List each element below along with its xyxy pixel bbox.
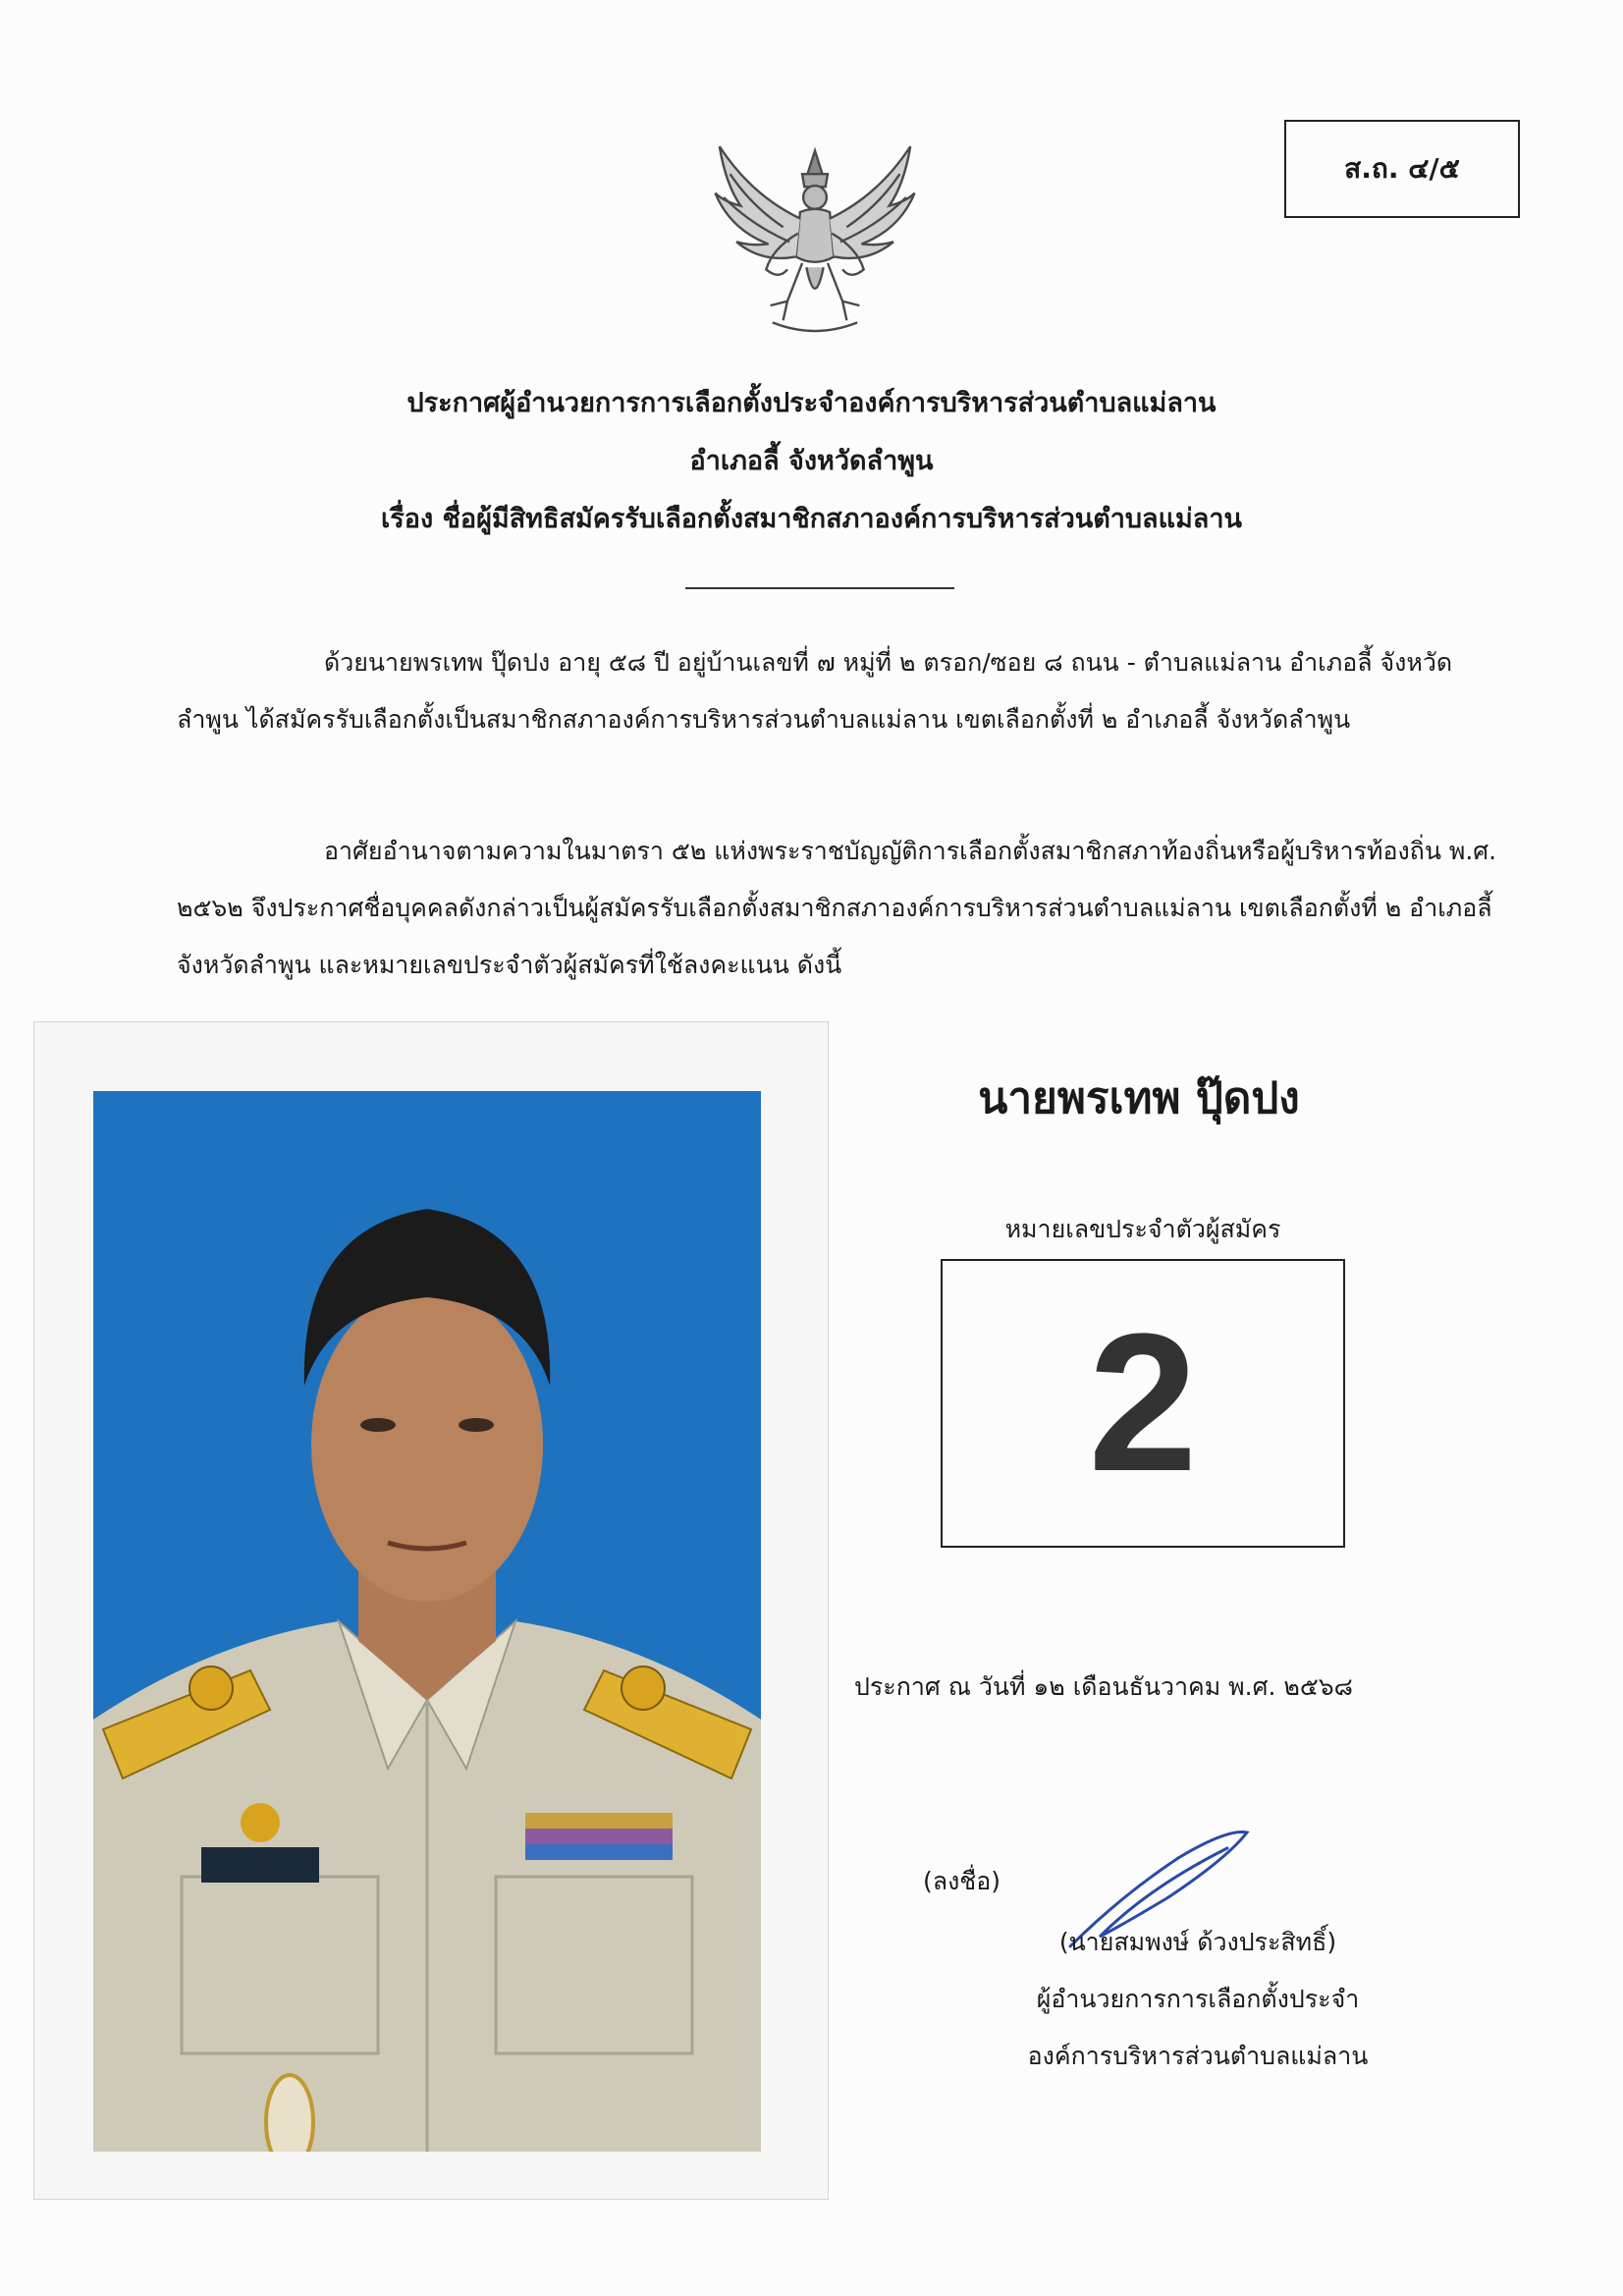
- candidate-number: 2: [1088, 1293, 1198, 1512]
- form-code-box: [1284, 120, 1520, 218]
- paragraph-2-text: อาศัยอำนาจตามความในมาตรา ๕๒ แห่งพระราชบัญญัติการเลือกตั้งสมาชิกสภาท้องถิ่นหรือผู้บริหารท้องถิ่น พ.ศ. ๒๕๖๒ จึงประกาศชื่อบุคคลดังกล่าวเป็นผู้สมัครรับเลือกตั้งสมาชิกสภาองค์การบริหารส่วนตำบลแม่ลาน เขตเลือกตั้งที่ ๒ อำเภอลี้ จังหวัดลำพูน และหมายเลขประจำตัวผู้สมัครที่ใช้ลงคะแนน ดังนี้: [177, 837, 1497, 979]
- candidate-number-box: [941, 1259, 1345, 1548]
- candidate-number-label: หมายเลขประจำตัวผู้สมัคร: [1004, 1215, 1281, 1243]
- heading-subject: เรื่อง ชื่อผู้มีสิทธิสมัครรับเลือกตั้งสมาชิกสภาองค์การบริหารส่วนตำบลแม่ลาน: [381, 504, 1242, 534]
- form-code: ส.ถ. ๔/๕: [1344, 152, 1460, 185]
- body-paragraph-2: [177, 823, 1502, 994]
- signer-name: (นายสมพงษ์ ด้วงประสิทธิ์): [1058, 1928, 1337, 1956]
- heading-line-1: ประกาศผู้อำนวยการการเลือกตั้งประจำองค์การบริหารส่วนตำบลแม่ลาน: [406, 388, 1217, 418]
- heading-line-2: อำเภอลี้ จังหวัดลำพูน: [689, 446, 934, 476]
- signer-title-line-1: ผู้อำนวยการการเลือกตั้งประจำ: [1036, 1985, 1360, 2013]
- heading-divider: [685, 587, 954, 589]
- candidate-name: นายพรเทพ ปุ๊ดปง: [978, 1073, 1300, 1123]
- candidate-photo-frame: [33, 1021, 829, 2200]
- candidate-portrait-image: [93, 1091, 761, 2152]
- announcement-date: ประกาศ ณ วันที่ ๑๒ เดือนธันวาคม พ.ศ. ๒๕๖๘: [854, 1672, 1353, 1701]
- garuda-emblem-icon: [709, 132, 921, 344]
- body-paragraph-1: [177, 634, 1502, 748]
- sign-label: (ลงชื่อ): [923, 1867, 1001, 1895]
- signer-title-line-2: องค์การบริหารส่วนตำบลแม่ลาน: [1027, 2042, 1369, 2070]
- paragraph-1-text: ด้วยนายพรเทพ ปุ๊ดปง อายุ ๕๘ ปี อยู่บ้านเลขที่ ๗ หมู่ที่ ๒ ตรอก/ซอย ๘ ถนน - ตำบลแม่ลาน อำเภอลี้ จังหวัดลำพูน ได้สมัครรับเลือกตั้งเป็นสมาชิกสภาองค์การบริหารส่วนตำบลแม่ลาน เขตเลือกตั้งที่ ๒ อำเภอลี้ จังหวัดลำพูน: [177, 648, 1453, 734]
